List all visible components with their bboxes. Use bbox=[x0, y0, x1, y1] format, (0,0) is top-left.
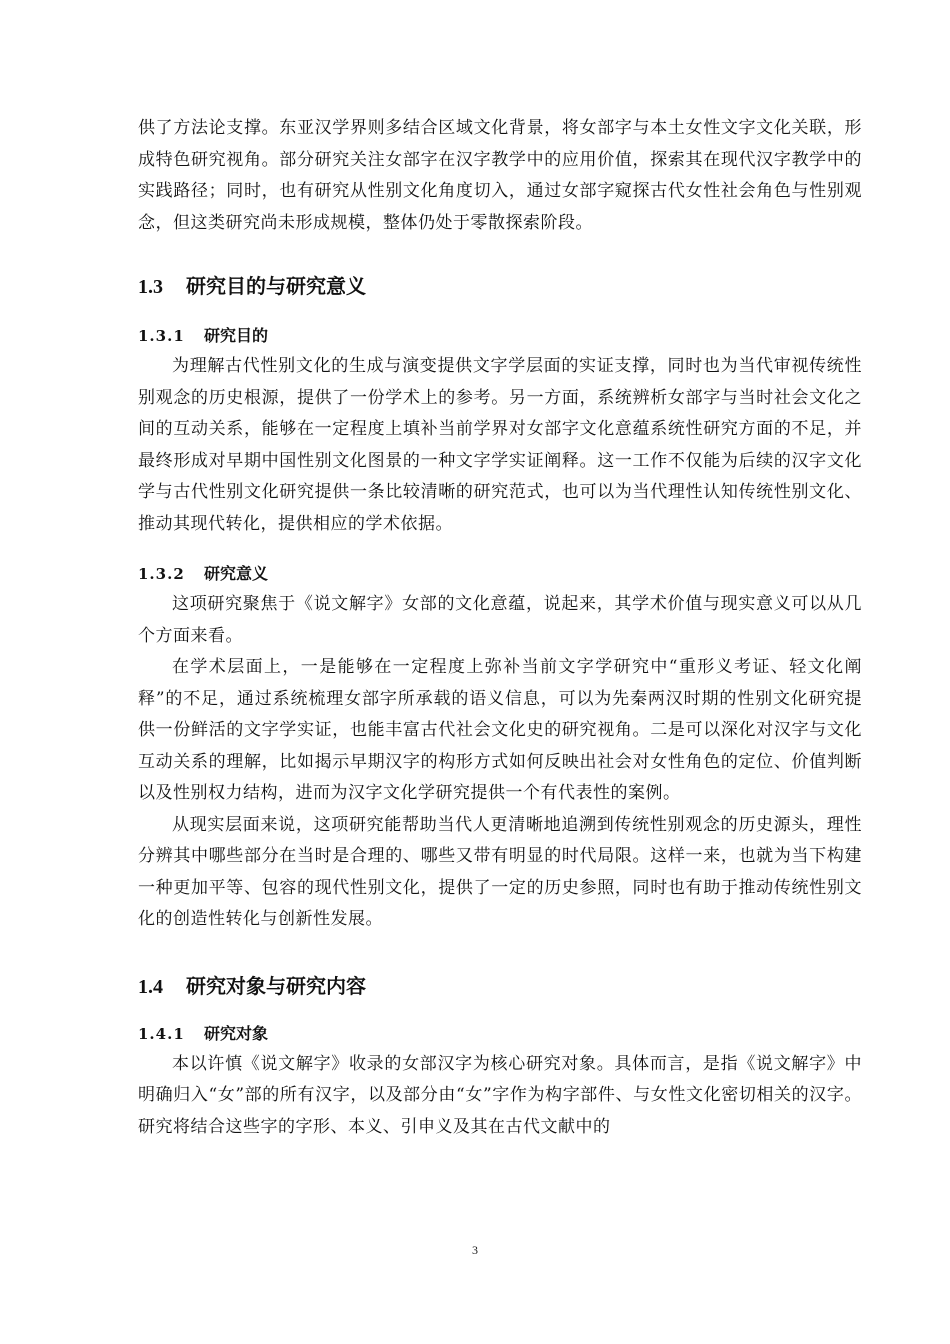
section-heading-1-4 bbox=[138, 970, 862, 999]
intro-paragraph: 供了方法论支撑。东亚汉学界则多结合区域文化背景，将女部字与本土女性文字文化关联，形成特色研究视角。部分研究关注女部字在汉字教学中的应用价值，探索其在现代汉字教学中的实践路径；同时，也有研究从性别文化角度切入，通过女部字窥探古代女性社会角色与性别观念，但这类研究尚未形成规模，整体仍处于零散探索阶段。 bbox=[138, 118, 862, 233]
subsection-number: 1.3.2 bbox=[138, 565, 185, 583]
subsection-number: 1.4.1 bbox=[138, 1024, 185, 1043]
section-number: 1.3 bbox=[138, 276, 163, 298]
page-content bbox=[138, 113, 862, 1143]
section-number: 1.4 bbox=[138, 975, 163, 998]
body-paragraph: 从现实层面来说，这项研究能帮助当代人更清晰地追溯到传统性别观念的历史源头，理性分辨其中哪些部分在当时是合理的、哪些又带有明显的时代局限。这样一来，也就为当下构建一种更加平等、包容的现代性别文化，提供了一定的历史参照，同时也有助于推动传统性别文化的创造性转化与创新性发展。 bbox=[138, 814, 862, 929]
section-title: 研究目的与研究意义 bbox=[186, 274, 366, 298]
page-number: 3 bbox=[472, 1243, 478, 1257]
body-paragraph: 为理解古代性别文化的生成与演变提供文字学层面的实证支撑，同时也为当代审视传统性别观念的历史根源，提供了一份学术上的参考。另一方面，系统辨析女部字与当时社会文化之间的互动关系，能够在一定程度上填补当前学界对女部字文化意蕴系统性研究方面的不足，并最终形成对早期中国性别文化图景的一种文字学实证阐释。这一工作不仅能为后续的汉字文化学与古代性别文化研究提供一条比较清晰的研究范式，也可以为当代理性认知传统性别文化、推动其现代转化，提供相应的学术依据。 bbox=[138, 356, 862, 534]
subsection-title: 研究意义 bbox=[204, 564, 269, 583]
body-paragraph: 在学术层面上，一是能够在一定程度上弥补当前文字学研究中“重形义考证、轻文化阐释”的不足，通过系统梳理女部字所承载的语义信息，可以为先秦两汉时期的性别文化研究提供一份鲜活的文字学实证，也能丰富古代社会文化史的研究视角。二是可以深化对汉字与文化互动关系的理解，比如揭示早期汉字的构形方式如何反映出社会对女性角色的定位、价值判断以及性别权力结构，进而为汉字文化学研究提供一个有代表性的案例。 bbox=[138, 657, 862, 803]
subsection-heading-1-3-2 bbox=[138, 561, 862, 584]
subsection-heading-1-4-1 bbox=[138, 1021, 862, 1044]
subsection-title: 研究目的 bbox=[204, 326, 269, 345]
section-heading-1-3 bbox=[138, 270, 862, 299]
body-paragraph: 本以许慎《说文解字》收录的女部汉字为核心研究对象。具体而言，是指《说文解字》中明确归入“女”部的所有汉字，以及部分由“女”字作为构字部件、与女性文化密切相关的汉字。研究将结合这些字的字形、本义、引申义及其在古代文献中的 bbox=[138, 1053, 862, 1137]
subsection-heading-1-3-1 bbox=[138, 323, 862, 346]
body-paragraph: 这项研究聚焦于《说文解字》女部的文化意蕴，说起来，其学术价值与现实意义可以从几个方面来看。 bbox=[138, 594, 862, 646]
section-title: 研究对象与研究内容 bbox=[186, 973, 366, 998]
subsection-number: 1.3.1 bbox=[138, 327, 185, 345]
subsection-title: 研究对象 bbox=[204, 1023, 269, 1043]
